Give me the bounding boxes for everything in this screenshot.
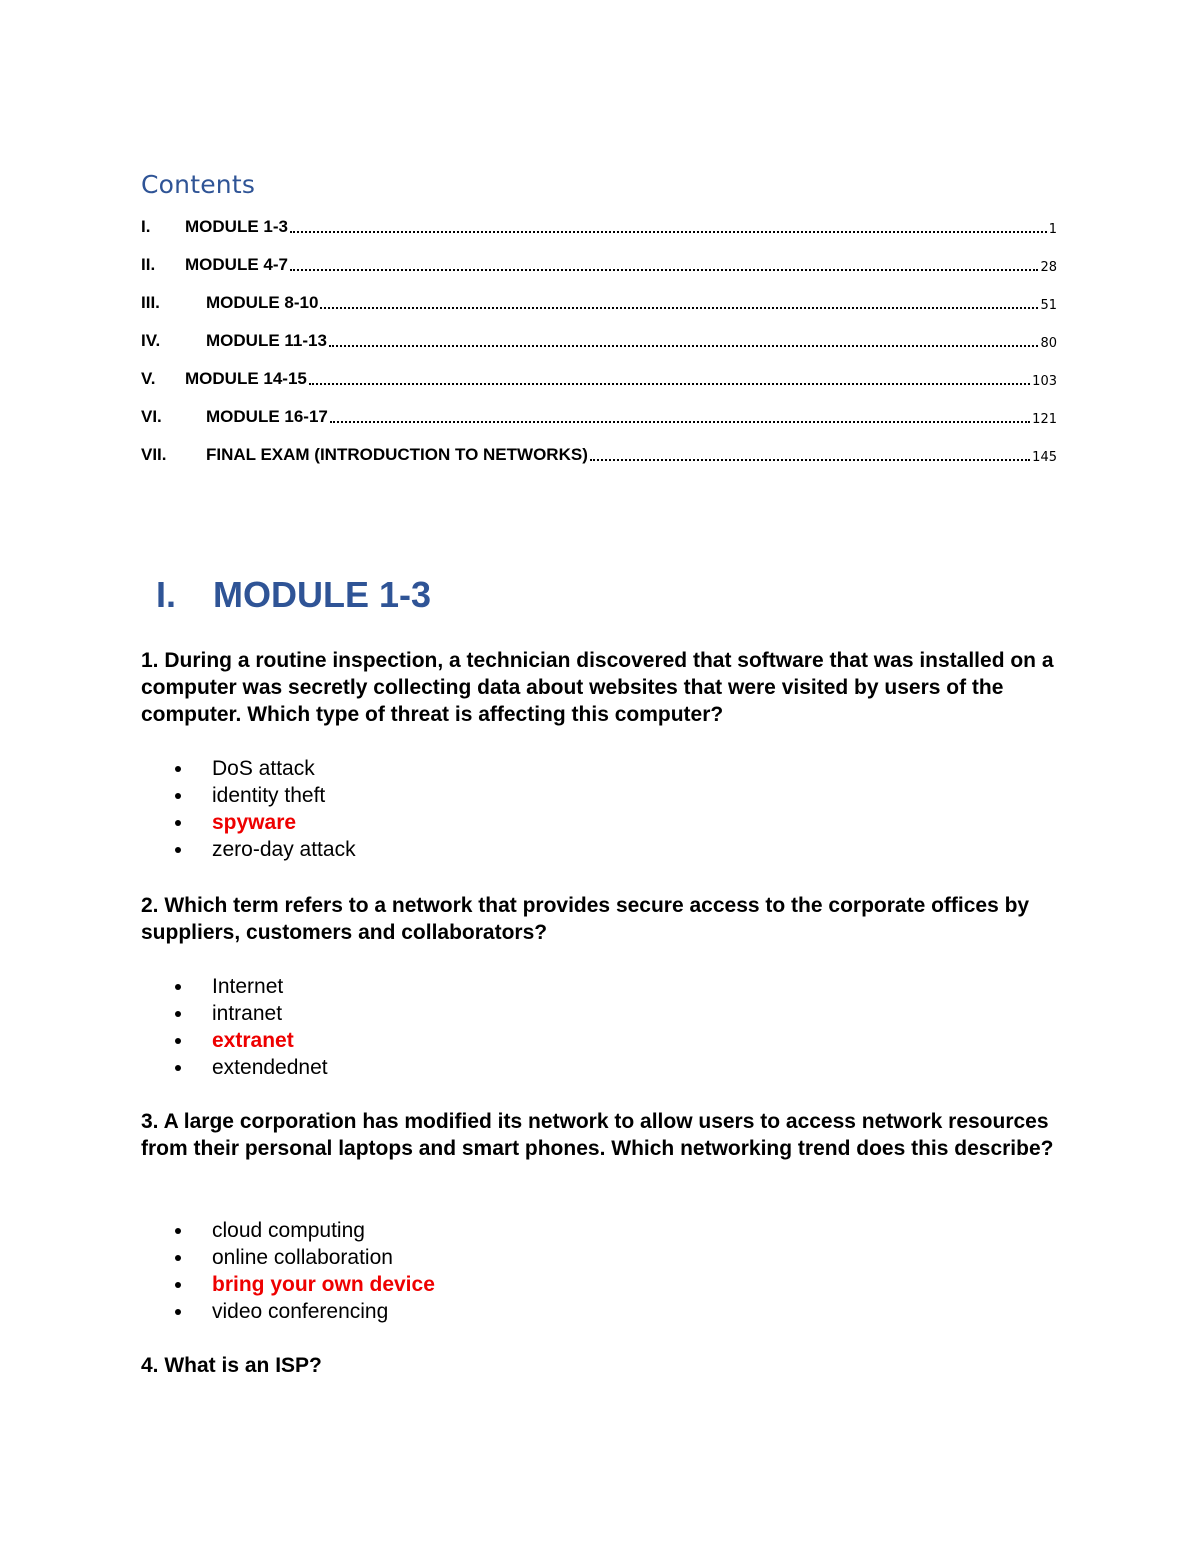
toc-entry-page: 121 [1032,411,1057,427]
bullet-icon [175,766,181,772]
toc-dot-leader [290,231,1047,233]
bullet-icon [175,1065,181,1071]
bullet-icon [175,1011,181,1017]
section-heading [156,572,431,618]
toc-entry-page: 28 [1040,259,1057,275]
bullet-icon [175,984,181,990]
answer-option [175,755,356,782]
toc-entry[interactable] [141,360,1057,398]
bullet-icon [175,1038,181,1044]
answer-text: online collaboration [212,1246,393,1269]
toc-entry-label: FINAL EXAM (INTRODUCTION TO NETWORKS) [206,445,588,464]
answer-option [175,836,356,863]
section-number: I. [156,574,177,615]
answer-option [175,1298,435,1325]
toc-entry[interactable] [141,208,1057,246]
toc-entry-number: II. [141,255,156,274]
question-3: 3. A large corporation has modified its network to allow users to access network resources from their personal laptops and smart phones. Which networking trend does this describe? [141,1110,1054,1160]
toc-dot-leader [320,307,1038,309]
toc-entry[interactable] [141,246,1057,284]
answer-option [175,1054,328,1081]
answer-text: DoS attack [212,757,315,780]
toc-dot-leader [590,459,1030,461]
answer-text: spyware [212,811,297,834]
answer-text: bring your own device [212,1273,435,1296]
answer-text: extendednet [212,1056,328,1079]
answer-text: zero-day attack [212,838,356,861]
section-title: MODULE 1-3 [213,574,432,615]
toc-dot-leader [309,383,1030,385]
toc-entry-number: IV. [141,331,161,350]
bullet-icon [175,1282,181,1288]
toc-entry-page: 80 [1040,335,1057,351]
question-1: 1. During a routine inspection, a technician discovered that software that was installed on a computer was secretly collecting data about websites that were visited by users of the computer. Which type of threat is affecting this computer? [141,649,1054,726]
toc-entry-page: 1 [1048,221,1057,237]
toc-entry-page: 145 [1032,449,1057,465]
question-4: 4. What is an ISP? [141,1354,322,1377]
toc-entry-label: MODULE 14-15 [185,369,307,388]
correct-answer-option [175,1027,328,1054]
question-2: 2. Which term refers to a network that provides secure access to the corporate offices by suppliers, customers and collaborators? [141,894,1030,944]
toc-entry-label: MODULE 11-13 [206,331,327,350]
toc-entry[interactable] [141,284,1057,322]
toc-entry-label: MODULE 4-7 [185,255,288,274]
bullet-icon [175,793,181,799]
toc-entry-number: I. [141,217,151,236]
toc-entry[interactable] [141,322,1057,360]
answer-option [175,1244,435,1271]
toc-dot-leader [329,345,1039,347]
toc-entry[interactable] [141,398,1057,436]
bullet-icon [175,1228,181,1234]
bullet-icon [175,1309,181,1315]
table-of-contents [141,208,1057,474]
toc-entry-page: 51 [1040,297,1057,313]
toc-entry-label: MODULE 8-10 [206,293,319,312]
toc-entry-page: 103 [1032,373,1057,389]
question-2-options [175,973,328,1081]
toc-entry-number: V. [141,369,156,388]
toc-dot-leader [290,269,1038,271]
answer-text: Internet [212,975,284,998]
correct-answer-option [175,1271,435,1298]
answer-option [175,782,356,809]
answer-text: video conferencing [212,1300,389,1323]
bullet-icon [175,847,181,853]
answer-option [175,1000,328,1027]
correct-answer-option [175,809,356,836]
toc-entry-number: VII. [141,445,167,464]
bullet-icon [175,820,181,826]
answer-option [175,973,328,1000]
toc-entry[interactable] [141,436,1057,474]
toc-title: Contents [141,170,256,199]
toc-entry-number: VI. [141,407,162,426]
toc-entry-label: MODULE 16-17 [206,407,328,426]
answer-text: intranet [212,1002,283,1025]
question-3-options [175,1217,435,1325]
answer-text: extranet [212,1029,294,1052]
toc-entry-number: III. [141,293,160,312]
answer-text: identity theft [212,784,326,807]
answer-text: cloud computing [212,1219,365,1242]
question-1-options [175,755,356,863]
answer-option [175,1217,435,1244]
toc-entry-label: MODULE 1-3 [185,217,288,236]
bullet-icon [175,1255,181,1261]
toc-dot-leader [330,421,1030,423]
